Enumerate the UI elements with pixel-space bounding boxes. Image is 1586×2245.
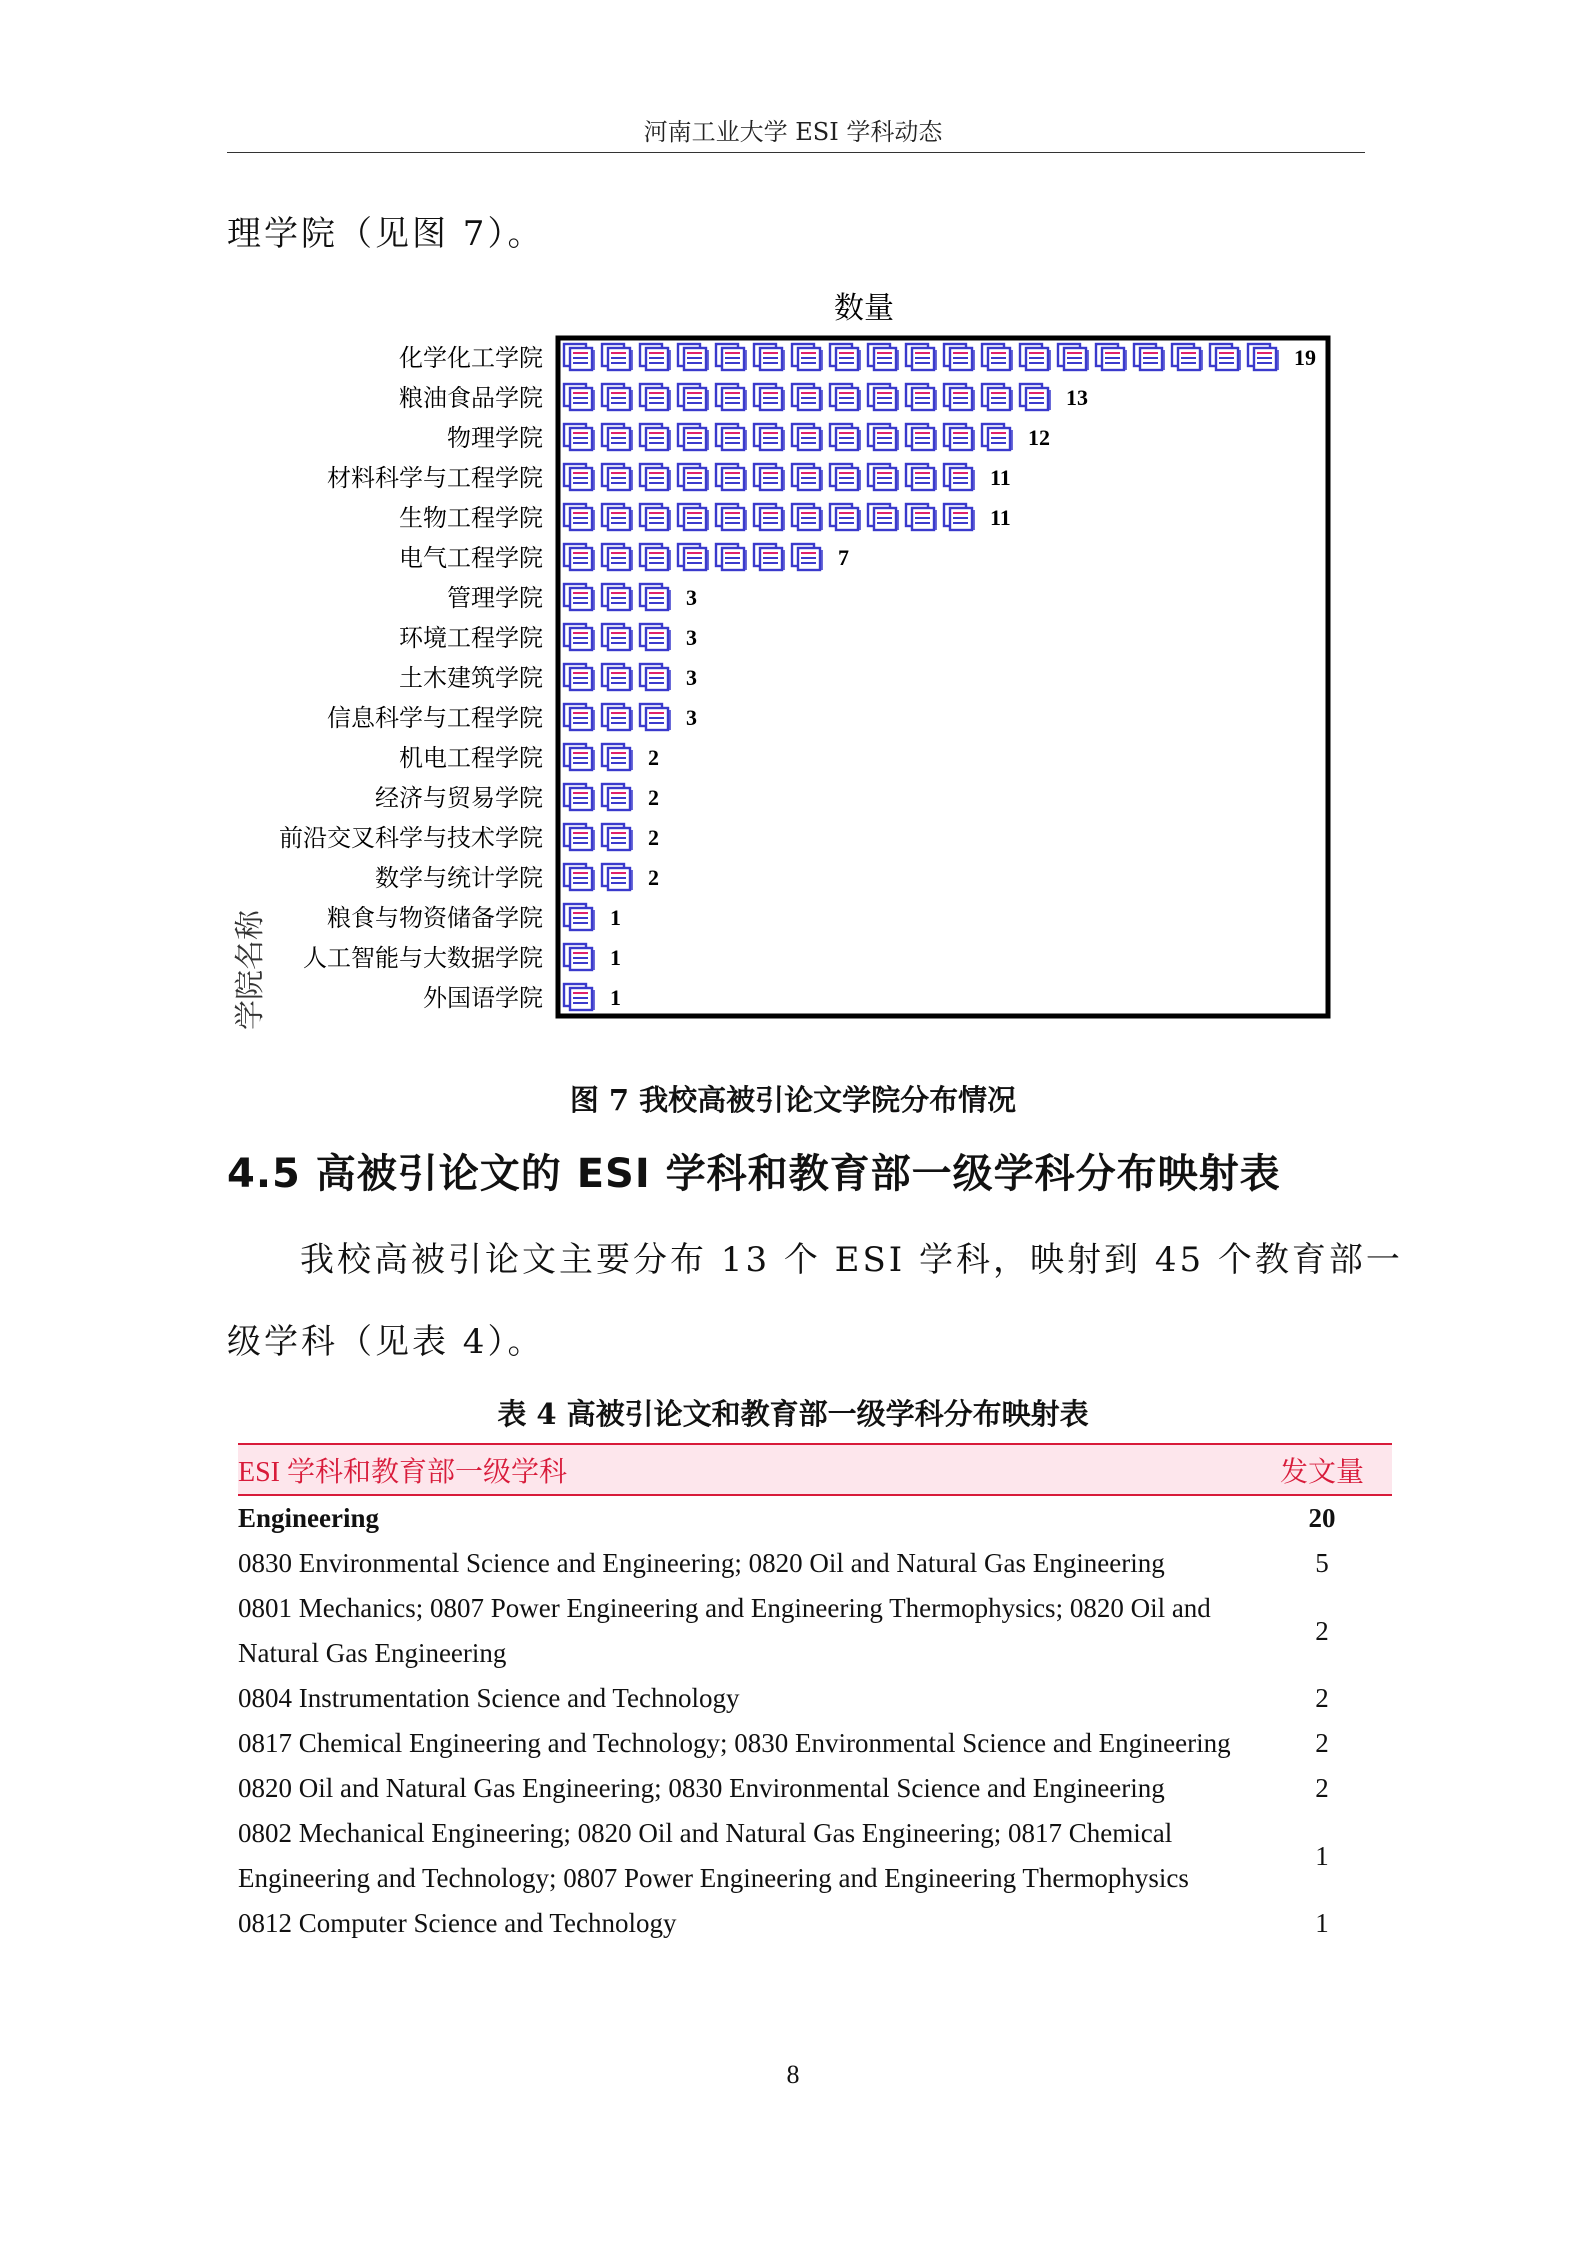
book-icon <box>564 544 594 570</box>
data-label: 2 <box>648 745 659 770</box>
data-label: 11 <box>990 505 1011 530</box>
table-row <box>238 1766 1392 1811</box>
book-icon <box>640 664 670 690</box>
data-label: 3 <box>686 705 697 730</box>
book-icon <box>716 344 746 370</box>
book-icon <box>754 504 784 530</box>
header-subject: ESI 学科和教育部一级学科 <box>238 1444 1252 1495</box>
bar <box>564 904 594 930</box>
book-icon <box>830 464 860 490</box>
book-icon <box>564 584 594 610</box>
book-icon <box>602 744 632 770</box>
table-row <box>238 1721 1392 1766</box>
row-count: 5 <box>1315 1548 1329 1578</box>
bar <box>564 344 1278 370</box>
bar <box>564 504 974 530</box>
book-icon <box>640 424 670 450</box>
bar <box>564 704 670 730</box>
book-icon <box>602 864 632 890</box>
book-icon <box>792 464 822 490</box>
book-icon <box>564 904 594 930</box>
category-label: 粮油食品学院 <box>399 384 543 412</box>
book-icon <box>830 344 860 370</box>
book-icon <box>830 504 860 530</box>
category-label: 粮食与物资储备学院 <box>327 904 543 932</box>
book-icon <box>716 384 746 410</box>
data-label: 3 <box>686 585 697 610</box>
book-icon <box>678 424 708 450</box>
table-row <box>238 1541 1392 1586</box>
book-icon <box>640 584 670 610</box>
book-icon <box>602 624 632 650</box>
book-icon <box>678 464 708 490</box>
data-label: 2 <box>648 825 659 850</box>
book-icon <box>792 424 822 450</box>
book-icon <box>906 384 936 410</box>
book-icon <box>944 344 974 370</box>
book-icon <box>944 424 974 450</box>
book-icon <box>792 384 822 410</box>
book-icon <box>564 864 594 890</box>
book-icon <box>602 344 632 370</box>
row-count: 1 <box>1315 1908 1329 1938</box>
book-icon <box>678 544 708 570</box>
table-group-row <box>238 1495 1392 1541</box>
book-icon <box>640 384 670 410</box>
book-icon <box>830 424 860 450</box>
category-label: 人工智能与大数据学院 <box>303 944 543 972</box>
row-subject: 0820 Oil and Natural Gas Engineering; 0830 Environmental Science and Engineering <box>238 1773 1165 1803</box>
category-label: 数学与统计学院 <box>375 864 543 892</box>
book-icon <box>868 384 898 410</box>
bar <box>564 744 632 770</box>
book-icon <box>602 544 632 570</box>
data-label: 3 <box>686 665 697 690</box>
data-label: 1 <box>610 905 621 930</box>
table-row <box>238 1676 1392 1721</box>
book-icon <box>564 344 594 370</box>
data-label: 13 <box>1066 385 1088 410</box>
book-icon <box>944 464 974 490</box>
book-icon <box>944 504 974 530</box>
book-icon <box>1248 344 1278 370</box>
book-icon <box>564 424 594 450</box>
data-label: 2 <box>648 785 659 810</box>
paragraph-line-1: 我校高被引论文主要分布 13 个 ESI 学科，映射到 45 个教育部一 <box>300 1240 1403 1280</box>
bar <box>564 384 1050 410</box>
book-icon <box>602 424 632 450</box>
bar <box>564 944 594 970</box>
book-icon <box>564 464 594 490</box>
bar <box>564 864 632 890</box>
book-icon <box>602 464 632 490</box>
table-row <box>238 1586 1392 1676</box>
book-icon <box>564 664 594 690</box>
book-icon <box>678 344 708 370</box>
book-icon <box>716 504 746 530</box>
book-icon <box>640 624 670 650</box>
row-count: 2 <box>1315 1683 1329 1713</box>
row-count: 1 <box>1315 1840 1329 1871</box>
book-icon <box>1020 344 1050 370</box>
book-icon <box>716 464 746 490</box>
data-label: 12 <box>1028 425 1050 450</box>
header-count: 发文量 <box>1252 1444 1392 1495</box>
book-icon <box>640 544 670 570</box>
category-label: 经济与贸易学院 <box>375 784 543 812</box>
book-icon <box>564 744 594 770</box>
category-label: 电气工程学院 <box>399 544 543 572</box>
book-icon <box>564 824 594 850</box>
book-icon <box>1210 344 1240 370</box>
book-icon <box>754 344 784 370</box>
book-icon <box>906 424 936 450</box>
book-icon <box>868 504 898 530</box>
data-label: 11 <box>990 465 1011 490</box>
book-icon <box>564 944 594 970</box>
book-icon <box>564 384 594 410</box>
data-label: 1 <box>610 945 621 970</box>
group-count: 20 <box>1308 1503 1336 1533</box>
book-icon <box>1172 344 1202 370</box>
book-icon <box>906 464 936 490</box>
bar <box>564 464 974 490</box>
row-subject: 0830 Environmental Science and Engineering; 0820 Oil and Natural Gas Engineering <box>238 1548 1165 1578</box>
book-icon <box>564 704 594 730</box>
category-label: 材料科学与工程学院 <box>327 464 543 492</box>
category-label: 物理学院 <box>447 424 543 452</box>
category-label: 信息科学与工程学院 <box>327 704 543 732</box>
chart-title: 数量 <box>834 291 894 326</box>
data-label: 3 <box>686 625 697 650</box>
running-header: 河南工业大学 ESI 学科动态 <box>643 118 943 146</box>
intro-tail-text: 理学院（见图 7）。 <box>227 214 545 254</box>
bar <box>564 824 632 850</box>
category-label: 前沿交叉科学与技术学院 <box>279 824 543 852</box>
book-icon <box>716 424 746 450</box>
row-count: 2 <box>1315 1773 1329 1803</box>
book-icon <box>792 504 822 530</box>
book-icon <box>868 424 898 450</box>
bar <box>564 584 670 610</box>
row-subject: 0804 Instrumentation Science and Technology <box>238 1683 740 1713</box>
category-label: 机电工程学院 <box>399 744 543 772</box>
book-icon <box>868 344 898 370</box>
book-icon <box>754 384 784 410</box>
figure-caption: 图 7 我校高被引论文学院分布情况 <box>569 1083 1017 1117</box>
book-icon <box>1020 384 1050 410</box>
section-heading: 4.5 高被引论文的 ESI 学科和教育部一级学科分布映射表 <box>227 1151 1281 1197</box>
bar <box>564 664 670 690</box>
book-icon <box>564 504 594 530</box>
table-header-row <box>238 1444 1392 1495</box>
bar <box>564 424 1012 450</box>
book-icon <box>564 984 594 1010</box>
book-icon <box>640 504 670 530</box>
data-label: 2 <box>648 865 659 890</box>
row-count: 2 <box>1315 1728 1329 1758</box>
book-icon <box>640 704 670 730</box>
book-icon <box>754 544 784 570</box>
book-icon <box>602 664 632 690</box>
row-subject: 0817 Chemical Engineering and Technology; 0830 Environmental Science and Engineering <box>238 1728 1231 1758</box>
book-icon <box>982 344 1012 370</box>
category-label: 环境工程学院 <box>399 624 543 652</box>
page-number: 8 <box>786 2060 800 2089</box>
header-rule <box>227 152 1365 153</box>
book-icon <box>792 544 822 570</box>
book-icon <box>944 384 974 410</box>
paragraph-line-2: 级学科（见表 4）。 <box>227 1322 545 1362</box>
book-icon <box>602 704 632 730</box>
book-icon <box>564 624 594 650</box>
table-caption: 表 4 高被引论文和教育部一级学科分布映射表 <box>497 1397 1089 1431</box>
book-icon <box>754 464 784 490</box>
data-label: 7 <box>838 545 849 570</box>
book-icon <box>906 504 936 530</box>
row-count: 2 <box>1315 1615 1329 1646</box>
book-icon <box>678 384 708 410</box>
book-icon <box>1096 344 1126 370</box>
book-icon <box>792 344 822 370</box>
category-label: 外国语学院 <box>423 984 543 1012</box>
book-icon <box>602 584 632 610</box>
book-icon <box>982 424 1012 450</box>
book-icon <box>1134 344 1164 370</box>
book-icon <box>640 464 670 490</box>
book-icon <box>602 384 632 410</box>
book-icon <box>982 384 1012 410</box>
college-distribution-chart <box>0 280 1586 1040</box>
bar <box>564 984 594 1010</box>
y-axis-label: 学院名称 <box>233 910 268 1030</box>
book-icon <box>602 784 632 810</box>
book-icon <box>1058 344 1088 370</box>
category-label: 管理学院 <box>447 584 543 612</box>
bar <box>564 624 670 650</box>
book-icon <box>868 464 898 490</box>
book-icon <box>564 784 594 810</box>
table-row <box>238 1811 1392 1901</box>
book-icon <box>640 344 670 370</box>
row-subject: 0802 Mechanical Engineering; 0820 Oil and Natural Gas Engineering; 0817 Chemical Engineering and Technology; 0807 Power Engineering and Engineering Thermophysics <box>238 1818 1189 1893</box>
group-name: Engineering <box>238 1503 380 1533</box>
book-icon <box>830 384 860 410</box>
category-label: 化学化工学院 <box>399 344 543 372</box>
table-row <box>238 1901 1392 1946</box>
book-icon <box>678 504 708 530</box>
book-icon <box>602 824 632 850</box>
book-icon <box>602 504 632 530</box>
row-subject: 0801 Mechanics; 0807 Power Engineering and Engineering Thermophysics; 0820 Oil and Natural Gas Engineering <box>238 1593 1211 1668</box>
book-icon <box>716 544 746 570</box>
subject-mapping-table <box>238 1443 1392 1946</box>
row-subject: 0812 Computer Science and Technology <box>238 1908 677 1938</box>
data-label: 1 <box>610 985 621 1010</box>
bar <box>564 544 822 570</box>
category-label: 生物工程学院 <box>399 504 543 532</box>
book-icon <box>754 424 784 450</box>
book-icon <box>906 344 936 370</box>
bar <box>564 784 632 810</box>
category-label: 土木建筑学院 <box>399 664 543 692</box>
data-label: 19 <box>1294 345 1316 370</box>
